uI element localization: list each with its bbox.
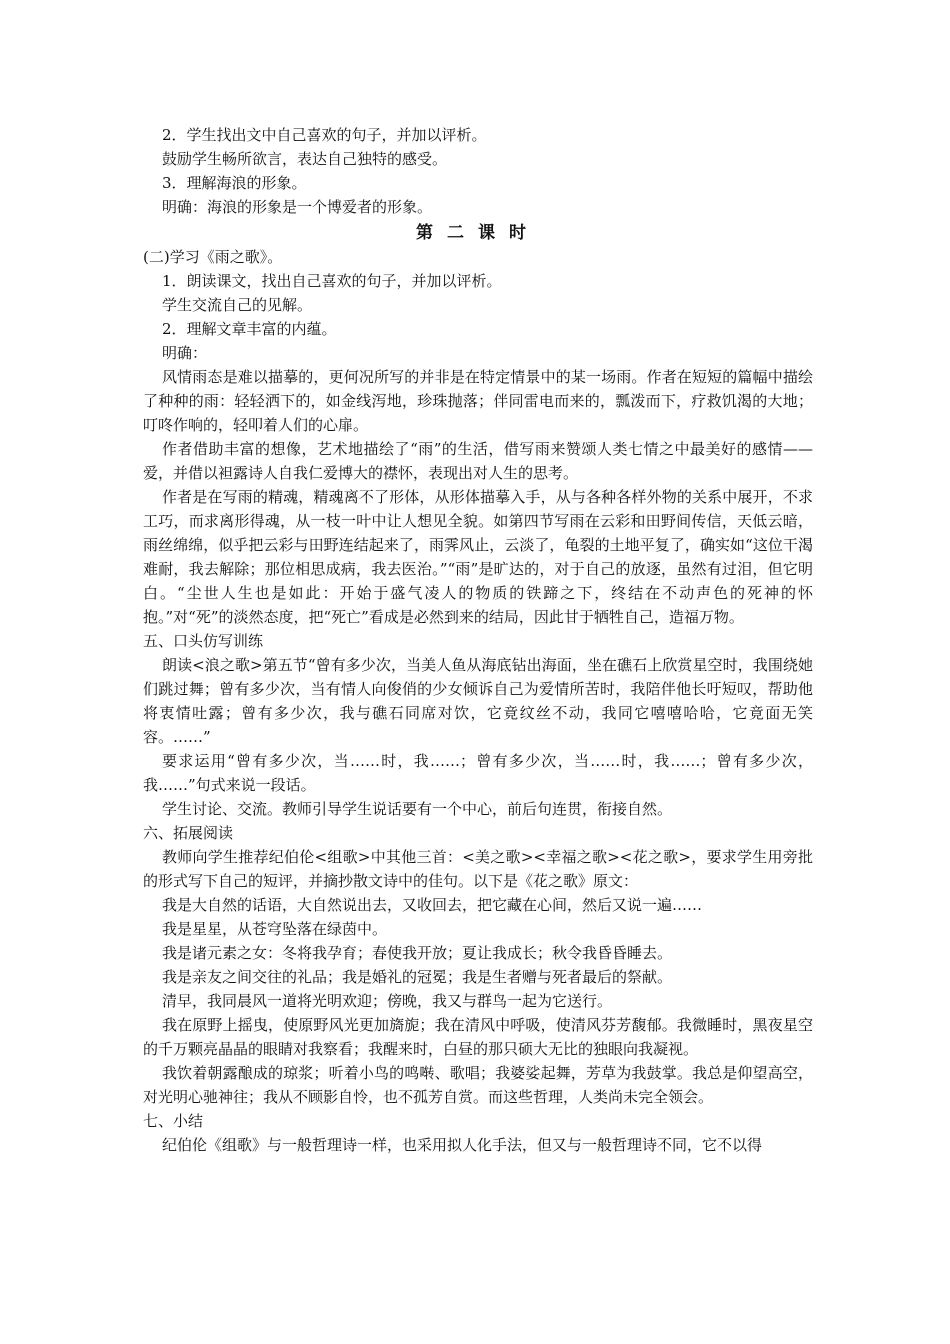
document-page	[143, 123, 813, 1157]
part2-paragraph: 作者是在写雨的精魂，精魂离不了形体，从形体描摹入手，从与各种各样外物的关系中展开，不求工巧，而求离形得魂，从一枝一叶中让人想见全貌。如第四节写雨在云彩和田野间传信，天低云暗，雨丝绵绵，似乎把云彩与田野连结起来了，雨霁风止，云淡了，龟裂的土地平复了，确实如“这位干渴难耐，我去解除；那位相思成病，我去医治。”“雨”是旷达的，对于自己的放逐，虽然有过泪，但它明白。“尘世人生也是如此：开始于盛气凌人的物质的铁蹄之下，终结在不动声色的死神的怀抱。”对“死”的淡然态度，把“死亡”看成是必然到来的结局，因此甘于牺牲自己，造福万物。	[143, 488, 813, 626]
flower-song-line: 我饮着朝露酿成的琼浆；听着小鸟的鸣啭、歌唱；我婆娑起舞，芳草为我鼓掌。我总是仰望高空，对光明心驰神往；我从不顾影自怜，也不孤芳自赏。而这些哲理，人类尚未完全领会。	[143, 1064, 813, 1106]
flower-song-line: 我在原野上摇曳，使原野风光更加旖旎；我在清风中呼吸，使清风芬芳馥郁。我微睡时，黑夜星空的千万颗亮晶晶的眼睛对我察看；我醒来时，白昼的那只硕大无比的独眼向我凝视。	[143, 1016, 813, 1058]
section7-title: 七、小结	[143, 1112, 204, 1130]
flower-song-line: 我是星星，从苍穹坠落在绿茵中。	[162, 920, 388, 938]
part2-item: 2．理解文章丰富的内蕴。	[162, 320, 337, 338]
intro-line: 明确：海浪的形象是一个博爱者的形象。	[162, 198, 433, 216]
part2-item: 学生交流自己的见解。	[162, 296, 313, 314]
intro-line: 鼓励学生畅所欲言，表达自己独特的感受。	[162, 150, 448, 168]
section7-paragraph: 纪伯伦《组歌》与一般哲理诗一样，也采用拟人化手法，但又与一般哲理诗不同，它不以得	[162, 1136, 763, 1154]
intro-line: 3．理解海浪的形象。	[162, 174, 307, 192]
section5-paragraph: 要求运用“曾有多少次，当……时，我……；曾有多少次，当……时，我……；曾有多少次，我……”句式来说一段话。	[143, 752, 813, 794]
lesson-heading: 第二课时	[416, 223, 540, 243]
part2-paragraph: 风情雨态是难以描摹的，更何况所写的并非是在特定情景中的某一场雨。作者在短短的篇幅中描绘了种种的雨：轻轻洒下的，如金线泻地，珍珠抛落；伴同雷电而来的，瓢泼而下，疗救饥渴的大地；叮咚作响的，轻叩着人们的心扉。	[143, 368, 813, 434]
intro-line: 2．学生找出文中自己喜欢的句子，并加以评析。	[162, 126, 487, 144]
part2-paragraph: 作者借助丰富的想像，艺术地描绘了“雨”的生活，借写雨来赞颂人类七情之中最美好的感情——爱，并借以袒露诗人自我仁爱博大的襟怀，表现出对人生的思考。	[143, 440, 813, 482]
part2-title: (二)学习《雨之歌》。	[143, 248, 283, 266]
flower-song-line: 我是大自然的话语，大自然说出去，又收回去，把它藏在心间，然后又说一遍……	[162, 896, 703, 914]
section6-title: 六、拓展阅读	[143, 824, 234, 842]
section5-paragraph: 学生讨论、交流。教师引导学生说话要有一个中心，前后句连贯，衔接自然。	[162, 800, 673, 818]
section5-paragraph: 朗读<浪之歌>第五节“曾有多少次，当美人鱼从海底钻出海面，坐在礁石上欣赏星空时，我围绕她们跳过舞；曾有多少次，当有情人向俊俏的少女倾诉自己为爱情所苦时，我陪伴他长吁短叹，帮助他将衷情吐露；曾有多少次，我与礁石同席对饮，它竟纹丝不动，我同它嘻嘻哈哈，它竟面无笑容。……”	[143, 656, 813, 746]
section5-title: 五、口头仿写训练	[143, 632, 264, 650]
section6-paragraph: 教师向学生推荐纪伯伦<组歌>中其他三首：<美之歌><幸福之歌><花之歌>，要求学生用旁批的形式写下自己的短评，并摘抄散文诗中的佳句。以下是《花之歌》原文：	[143, 848, 813, 890]
flower-song-line: 我是诸元素之女：冬将我孕育；春使我开放；夏让我成长；秋令我昏昏睡去。	[162, 944, 673, 962]
flower-song-line: 我是亲友之间交往的礼品；我是婚礼的冠冕；我是生者赠与死者最后的祭献。	[162, 968, 673, 986]
part2-item: 明确：	[162, 344, 208, 362]
flower-song-line: 清早，我同晨风一道将光明欢迎；傍晚，我又与群鸟一起为它送行。	[162, 992, 613, 1010]
part2-item: 1．朗读课文，找出自己喜欢的句子，并加以评析。	[162, 272, 502, 290]
